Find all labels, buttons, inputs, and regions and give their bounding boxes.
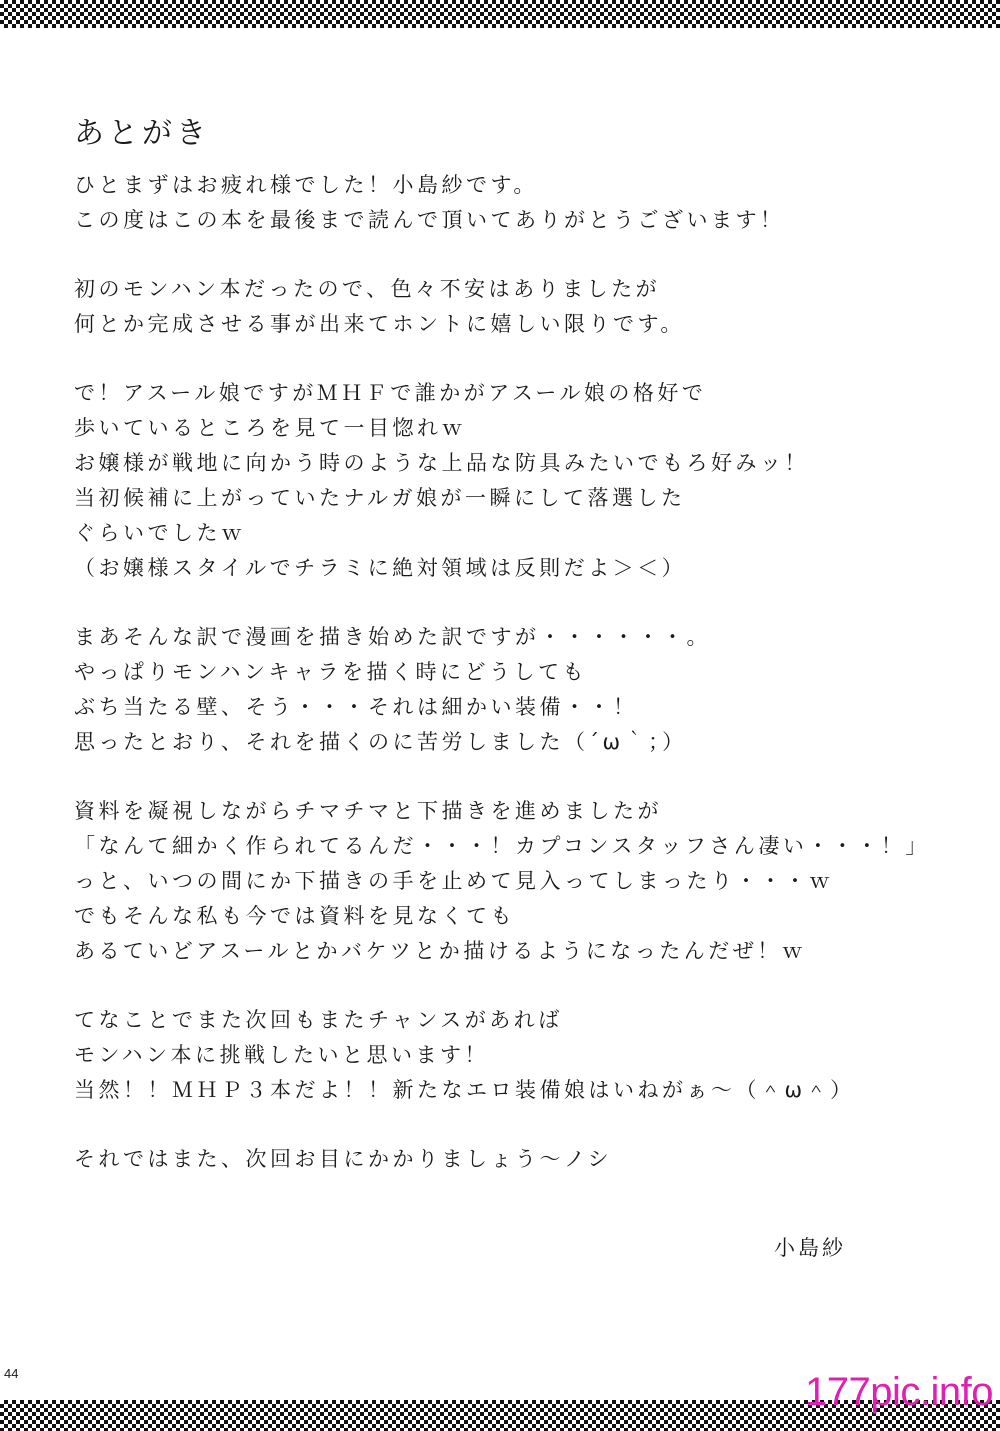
text-line: お嬢様が戦地に向かう時のような上品な防具みたいでもろ好みッ！ xyxy=(74,451,809,475)
text-line: それではまた、次回お目にかかりましょう～ノシ xyxy=(74,1147,613,1171)
text-line: 資料を凝視しながらチマチマと下描きを進めましたが xyxy=(74,799,662,823)
paragraph xyxy=(74,1142,934,1177)
text-line: この度はこの本を最後まで読んで頂いてありがとうございます！ xyxy=(74,208,785,232)
text-line: あるていどアスールとかバケツとか描けるようになったんだぜ！ｗ xyxy=(74,939,807,963)
text-line: 「なんて細かく作られてるんだ・・・！カプコンスタッフさん凄い・・・！」 xyxy=(74,834,930,858)
text-line: 当然！！ＭＨＰ３本だよ！！新たなエロ装備娘はいねがぁ～（＾ω＾） xyxy=(74,1078,855,1102)
text-line: モンハン本に挑戦したいと思います！ xyxy=(74,1043,490,1067)
text-line: てなことでまた次回もまたチャンスがあれば xyxy=(74,1008,563,1032)
text-line: まあそんな訳で漫画を描き始めた訳ですが・・・・・・。 xyxy=(74,625,711,649)
text-line: ぐらいでしたｗ xyxy=(74,521,246,545)
paragraph xyxy=(74,794,934,969)
paragraph xyxy=(74,272,934,342)
text-line: 歩いているところを見て一目惚れｗ xyxy=(74,416,466,440)
text-line: っと、いつの間にか下描きの手を止めて見入ってしまったり・・・ｗ xyxy=(74,869,834,893)
text-line: 何とか完成させる事が出来てホントに嬉しい限りです。 xyxy=(74,312,685,336)
page-number: 44 xyxy=(4,1366,19,1381)
text-line: （お嬢様スタイルでチラミに絶対領域は反則だよ＞＜） xyxy=(74,556,687,580)
text-line: 当初候補に上がっていたナルガ娘が一瞬にして落選した xyxy=(74,486,686,510)
paragraph xyxy=(74,168,934,238)
page-heading: あとがき xyxy=(74,116,210,151)
checkered-border-top xyxy=(0,0,1000,28)
text-line: やっぱりモンハンキャラを描く時にどうしても xyxy=(74,660,588,684)
author-signature: 小島紗 xyxy=(774,1236,846,1260)
text-line: ぶち当たる壁、そう・・・それは細かい装備・・！ xyxy=(74,695,638,719)
paragraph xyxy=(74,1003,934,1108)
watermark-text: 177pic.info xyxy=(805,1370,993,1414)
paragraph xyxy=(74,620,934,760)
text-line: 初のモンハン本だったので、色々不安はありましたが xyxy=(74,277,661,301)
text-line: ひとまずはお疲れ様でした！小島紗です。 xyxy=(74,173,538,197)
afterword-body xyxy=(74,168,934,1211)
text-line: 思ったとおり、それを描くのに苦労しました（´ω｀；） xyxy=(74,730,687,754)
text-line: で！アスール娘ですがＭＨＦで誰かがアスール娘の格好で xyxy=(74,381,707,405)
text-line: でもそんな私も今では資料を見なくても xyxy=(74,904,515,928)
paragraph xyxy=(74,376,934,586)
